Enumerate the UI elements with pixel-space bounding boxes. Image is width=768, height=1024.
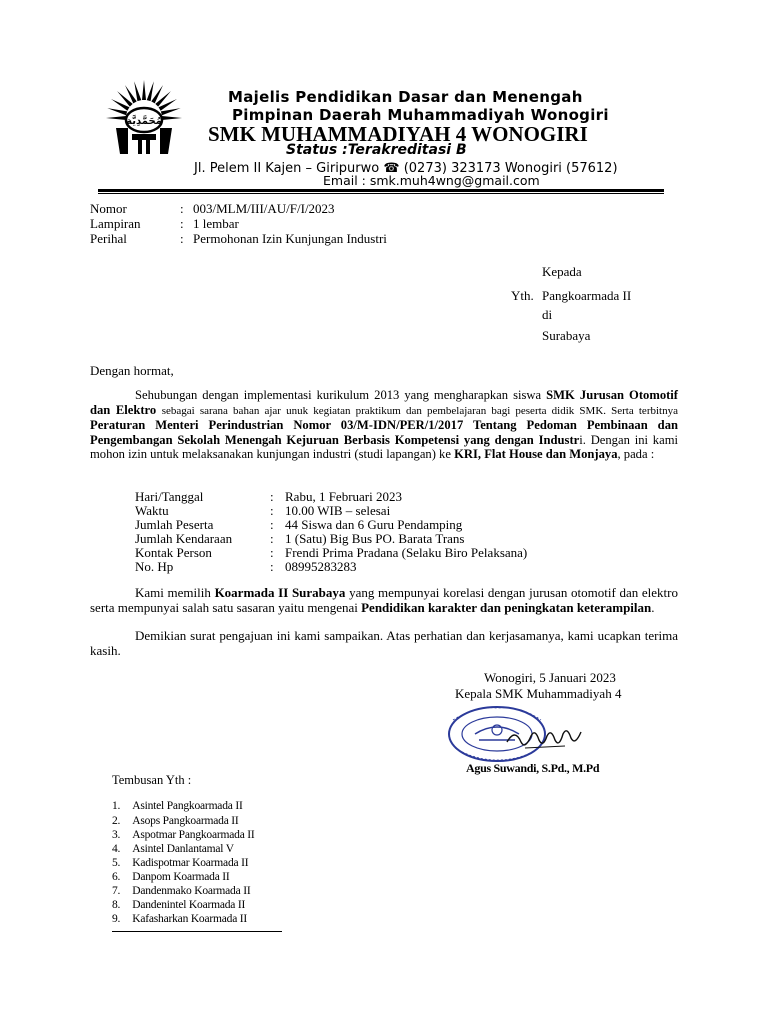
muhammadiyah-logo-icon — [104, 78, 184, 158]
cc-item — [112, 885, 250, 897]
paragraph-intro-regulation: Peraturan Menteri Perindustrian Nomor 03/M-IDN/PER/1/2017 Tentang Pedoman Pembinaan dan Pengembangan Sekolah Menengah Kejuruan Berbasis Kompetensi yang dengan Industr — [90, 418, 678, 447]
cc-item-number: 3. — [112, 829, 121, 841]
phone-icon: ☎ — [383, 161, 400, 176]
detail-colon: : — [270, 559, 274, 574]
nomor-colon: : — [180, 201, 184, 216]
cc-item — [112, 899, 245, 911]
cc-item-text: Asops Pangkoarmada II — [132, 815, 239, 827]
cc-item — [112, 800, 243, 812]
lampiran-colon: : — [180, 216, 184, 231]
cc-item-text: Dandenmako Koarmada II — [132, 885, 251, 897]
perihal-value: Permohonan Izin Kunjungan Industri — [193, 231, 387, 246]
detail-label: No. Hp — [135, 559, 174, 574]
cc-item-number: 8. — [112, 899, 121, 911]
handwritten-signature-icon — [505, 718, 585, 758]
detail-value: 08995283283 — [285, 559, 357, 574]
detail-colon: : — [270, 517, 274, 532]
perihal-colon: : — [180, 231, 184, 246]
cc-item-number: 7. — [112, 885, 121, 897]
paragraph-closing: Demikian surat pengajuan ini kami sampaikan. Atas perhatian dan kerjasamanya, kami ucapkan terima kasih. — [90, 628, 678, 658]
nomor-value: 003/MLM/III/AU/F/I/2023 — [193, 201, 335, 216]
perihal-label: Perihal — [90, 231, 127, 246]
cc-underline — [112, 931, 282, 932]
recipient-kepada: Kepada — [542, 264, 582, 279]
cc-item-text: Kafasharkan Koarmada II — [132, 913, 248, 925]
salutation: Dengan hormat, — [90, 363, 174, 378]
recipient-yth: Yth. — [511, 288, 534, 303]
paragraph-intro-text-2: sebagai sarana bahan ajar unuk kegiatan praktikum dan pembelajaran bagi peserta didik SMK. Serta terbitnya — [161, 404, 678, 417]
lampiran-label: Lampiran — [90, 216, 141, 231]
detail-label: Waktu — [135, 503, 169, 518]
paragraph-intro-school: SMK Jurusan Otomotif dan Elektro — [90, 388, 679, 417]
paragraph-reason-text-2: yang mempunyai korelasi dengan jurusan otomotif dan elektro serta mempunyai salah satu sasaran yaitu mengenai — [90, 585, 679, 615]
cc-item-text: Aspotmar Pangkoarmada II — [132, 829, 255, 841]
detail-label: Jumlah Kendaraan — [135, 531, 233, 546]
cc-item-text: Kadispotmar Koarmada II — [132, 857, 249, 869]
cc-item-number: 4. — [112, 843, 121, 855]
detail-label: Hari/Tanggal — [135, 489, 204, 504]
cc-item — [112, 843, 234, 855]
school-email: Email : smk.muh4wng@gmail.com — [323, 173, 540, 188]
school-name: SMK MUHAMMADIYAH 4 WONOGIRI — [208, 122, 588, 146]
phone-text: (0273) 323173 Wonogiri (57612) — [403, 161, 618, 176]
signature-position: Kepala SMK Muhammadiyah 4 — [455, 686, 622, 701]
address-text: Jl. Pelem II Kajen – Giripurwo — [194, 161, 380, 176]
paragraph-intro-text-1: Sehubungan dengan implementasi kurikulum 2013 yang mengharapkan siswa — [135, 388, 542, 402]
cc-item-number: 1. — [112, 800, 121, 812]
cc-item — [112, 913, 247, 925]
detail-colon: : — [270, 531, 274, 546]
council-name: Majelis Pendidikan Dasar dan Menengah — [228, 88, 583, 106]
branch-name: Pimpinan Daerah Muhammadiyah Wonogiri — [232, 106, 609, 124]
paragraph-intro — [90, 388, 678, 462]
cc-item-number: 9. — [112, 913, 121, 925]
paragraph-intro-destination: KRI, Flat House dan Monjaya — [454, 447, 618, 462]
detail-colon: : — [270, 489, 274, 504]
cc-item-text: Danpom Koarmada II — [132, 871, 230, 883]
signature-name: Agus Suwandi, S.Pd., M.Pd — [466, 761, 600, 775]
detail-value: Frendi Prima Pradana (Selaku Biro Pelaksana) — [285, 545, 528, 560]
cc-item-text: Dandenintel Koarmada II — [132, 899, 246, 911]
detail-colon: : — [270, 545, 274, 560]
recipient-name: Pangkoarmada II — [542, 288, 632, 303]
paragraph-reason-unit: Koarmada II Surabaya — [214, 585, 346, 600]
cc-item — [112, 871, 230, 883]
recipient-di: di — [542, 307, 553, 322]
letterhead-divider-thin — [98, 193, 664, 194]
paragraph-reason-end: . — [651, 600, 655, 615]
detail-colon: : — [270, 503, 274, 518]
paragraph-intro-text-3: i. Dengan ini kami mohon izin untuk melaksanakan kunjungan industri (studi lapangan) ke — [90, 432, 678, 462]
cc-item-number: 5. — [112, 857, 121, 869]
paragraph-reason — [90, 585, 678, 615]
recipient-city: Surabaya — [542, 328, 591, 343]
detail-label: Jumlah Peserta — [135, 517, 214, 532]
accreditation-status: Status :Terakreditasi B — [286, 142, 467, 158]
detail-value: 44 Siswa dan 6 Guru Pendamping — [285, 517, 463, 532]
detail-label: Kontak Person — [135, 545, 212, 560]
lampiran-value: 1 lembar — [193, 216, 239, 231]
paragraph-intro-text-4: , pada : — [617, 447, 655, 462]
letterhead-divider — [98, 189, 664, 192]
nomor-label: Nomor — [90, 201, 127, 216]
detail-value: 10.00 WIB – selesai — [285, 503, 391, 518]
cc-title: Tembusan Yth : — [112, 773, 192, 787]
cc-item-number: 2. — [112, 815, 121, 827]
detail-value: 1 (Satu) Big Bus PO. Barata Trans — [285, 531, 465, 546]
cc-item — [112, 829, 255, 841]
svg-text:مُحَمَّدِيَّة: مُحَمَّدِيَّة — [126, 116, 162, 127]
cc-item-text: Asintel Pangkoarmada II — [132, 800, 243, 812]
cc-item-text: Asintel Danlantamal V — [132, 843, 234, 855]
detail-value: Rabu, 1 Februari 2023 — [285, 489, 402, 504]
cc-item — [112, 857, 248, 869]
signature-place-date: Wonogiri, 5 Januari 2023 — [484, 670, 616, 685]
cc-item-number: 6. — [112, 871, 121, 883]
paragraph-reason-goal: Pendidikan karakter dan peningkatan keterampilan — [361, 600, 652, 615]
paragraph-reason-text-1: Kami memilih — [135, 585, 211, 600]
cc-item — [112, 815, 239, 827]
